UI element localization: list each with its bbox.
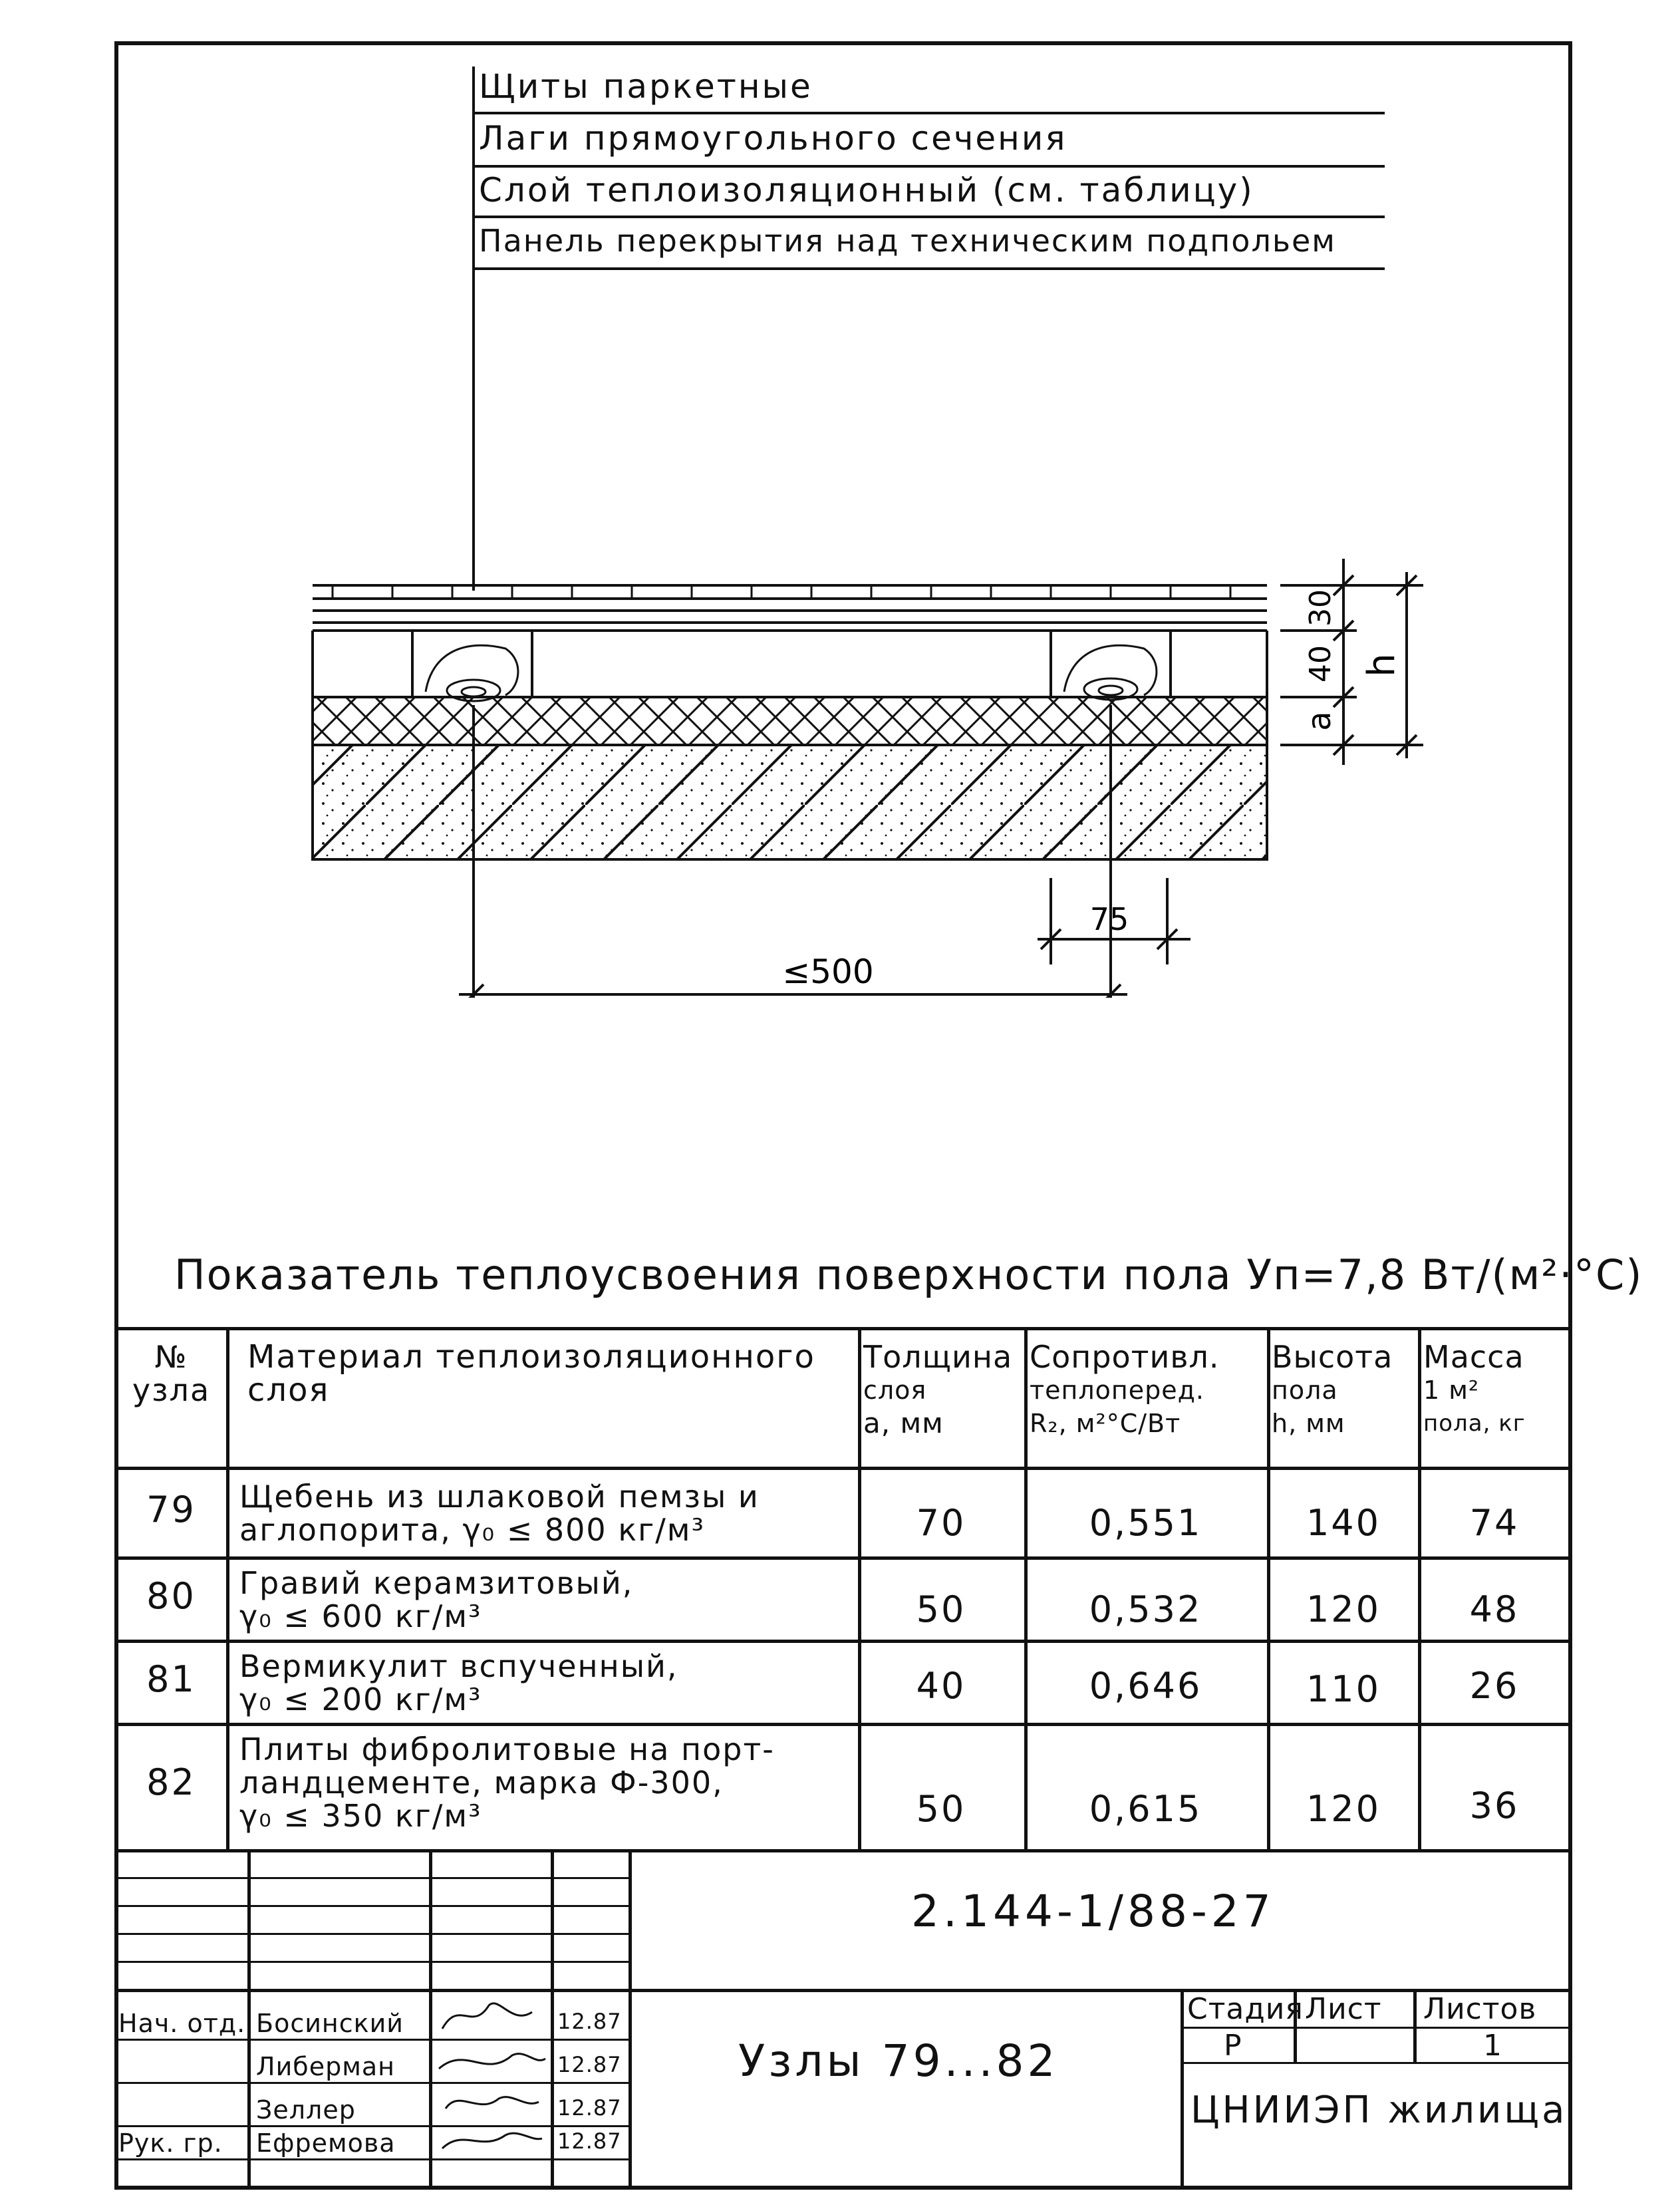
col-border [226,1327,229,1852]
sig-date-4: 12.87 [557,2128,622,2154]
sig-date-2: 12.87 [557,2052,622,2077]
stage-value: Р [1224,2029,1242,2063]
callout-joists: Лаги прямоугольного сечения [479,119,1067,158]
tb-row-line [114,1877,630,1879]
parquet-layer [313,585,1267,631]
sig-date-3: 12.87 [557,2095,622,2121]
callout-insulation: Слой теплоизоляционный (см. таблицу) [479,171,1254,210]
col-border [1418,1327,1421,1852]
header-height: Высота пола h, мм [1272,1339,1393,1438]
row-border [114,1723,1572,1726]
tb-col-border [1181,1989,1184,2190]
tb-col-border [1413,1989,1417,2062]
row-79-thickness: 70 [916,1502,966,1544]
stage-header: Стадия [1187,1992,1304,2026]
sheets-value: 1 [1483,2029,1502,2063]
insulation-layer [313,697,1267,745]
tb-row-line [114,2158,630,2160]
row-80-mass: 48 [1469,1588,1520,1630]
tb-col-border [629,1849,632,2190]
row-81-thickness: 40 [916,1665,966,1707]
callout-parquet: Щиты паркетные [479,67,813,106]
table-top-border [114,1327,1572,1330]
row-81-resistance: 0,646 [1089,1665,1202,1707]
sig-name-2: Либерман [256,2052,396,2081]
row-80-material: Гравий керамзитовый, γ₀ ≤ 600 кг/м³ [239,1565,634,1634]
row-81-material: Вермикулит вспученный, γ₀ ≤ 200 кг/м³ [239,1648,678,1717]
tb-row-line [114,2125,630,2127]
sheets-header: Листов [1423,1992,1537,2026]
header-mass: Масса 1 м² пола, кг [1423,1339,1526,1437]
row-82-height: 120 [1306,1788,1381,1830]
row-80-num: 80 [146,1575,196,1617]
row-79-material: Щебень из шлаковой пемзы и аглопорита, γ₀ ≤ 800 кг/м³ [239,1479,760,1548]
dim-a-label: a [1301,711,1338,731]
document-code: 2.144-1/88-27 [911,1886,1275,1937]
sig-name-1: Босинский [256,2009,404,2038]
row-79-resistance: 0,551 [1089,1502,1202,1544]
dim-h-label: h [1360,653,1403,677]
col-border [1267,1327,1270,1852]
header-bottom-border [114,1467,1572,1470]
callout-slab: Панель перекрытия над техническим подпольем [479,223,1336,259]
dim-40-label: 40 [1304,645,1337,682]
row-82-thickness: 50 [916,1788,966,1830]
tb-row-line [114,1961,630,1963]
floor-section-drawing [0,0,1680,998]
row-80-height: 120 [1306,1588,1381,1630]
organization: ЦНИИЭП жилища [1190,2089,1568,2132]
tb-row-line [114,1933,630,1935]
slab-layer [313,745,1267,859]
header-material: Материал теплоизоляционного слоя [247,1338,815,1409]
joist-left [412,631,532,701]
tb-row-line [114,1905,630,1907]
sig-role-4: Рук. гр. [118,2128,223,2158]
header-num: № узла [132,1339,211,1408]
tb-row-line [114,2082,630,2084]
header-resistance: Сопротивл. теплоперед. R₂, м²°С/Вт [1030,1339,1220,1438]
tb-col-border [551,1849,554,2190]
row-border [114,1556,1572,1560]
dim-500-label: ≤500 [782,953,874,991]
row-80-thickness: 50 [916,1588,966,1630]
row-79-mass: 74 [1469,1502,1520,1544]
sig-role-1: Нач. отд. [118,2009,246,2038]
row-border [114,1640,1572,1643]
signature-scribbles [432,1992,549,2165]
tb-row-line [114,2039,630,2041]
sig-date-1: 12.87 [557,2009,622,2034]
row-82-mass: 36 [1469,1785,1520,1827]
joist-right [1051,631,1171,700]
row-82-resistance: 0,615 [1089,1788,1202,1830]
heat-absorption-formula: Показатель теплоусвоения поверхности пола Уп=7,8 Вт/(м²·°С) [174,1250,1643,1299]
row-80-resistance: 0,532 [1089,1588,1202,1630]
row-81-mass: 26 [1469,1665,1520,1707]
sig-name-3: Зеллер [256,2095,356,2125]
header-thickness: Толщина слоя a, мм [863,1339,1013,1439]
row-79-num: 79 [146,1489,196,1531]
row-81-num: 81 [146,1658,196,1700]
sheet-title: Узлы 79...82 [738,2035,1059,2087]
dim-30-label: 30 [1304,589,1337,627]
dim-75-label: 75 [1089,901,1129,937]
tb-col-border [247,1849,251,2190]
row-82-material: Плиты фибролитовые на порт- ландцементе, марка Ф-300, γ₀ ≤ 350 кг/м³ [239,1731,775,1834]
table-bottom-border [114,1849,1572,1852]
col-border [1024,1327,1028,1852]
row-81-height: 110 [1306,1668,1381,1710]
sig-name-4: Ефремова [256,2128,396,2158]
row-79-height: 140 [1306,1502,1381,1544]
col-border [858,1327,861,1852]
sheet-header: Лист [1305,1992,1382,2026]
row-82-num: 82 [146,1761,196,1803]
